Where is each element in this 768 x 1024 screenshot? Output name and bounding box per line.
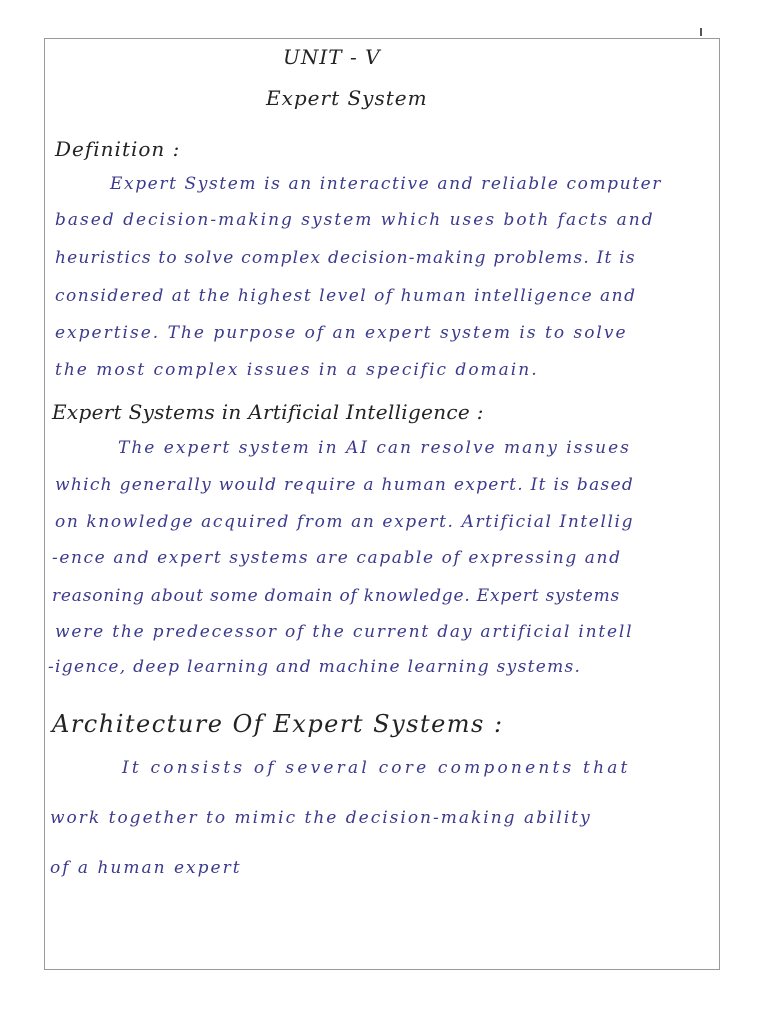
architecture-line-2: work together to mimic the decision-making ability xyxy=(50,808,592,828)
corner-mark xyxy=(700,28,702,36)
definition-line-1: Expert System is an interactive and reliable computer xyxy=(110,174,663,194)
ai-line-3: on knowledge acquired from an expert. Artificial Intellig xyxy=(55,512,635,532)
ai-line-7: -igence, deep learning and machine learning systems. xyxy=(48,657,582,677)
page-title: Expert System xyxy=(266,86,428,110)
definition-line-2: based decision-making system which uses both facts and xyxy=(55,210,655,230)
ai-section-heading: Expert Systems in Artificial Intelligence : xyxy=(52,400,484,424)
ai-line-4: -ence and expert systems are capable of expressing and xyxy=(52,548,622,568)
architecture-heading: Architecture Of Expert Systems : xyxy=(52,710,504,738)
unit-label: UNIT - V xyxy=(283,45,381,69)
architecture-line-1: It consists of several core components that xyxy=(122,758,631,778)
definition-line-3: heuristics to solve complex decision-making problems. It is xyxy=(55,248,636,268)
definition-line-6: the most complex issues in a specific domain. xyxy=(55,360,539,380)
ai-line-6: were the predecessor of the current day artificial intell xyxy=(55,622,634,642)
ai-line-1: The expert system in AI can resolve many issues xyxy=(118,438,631,458)
architecture-line-3: of a human expert xyxy=(50,858,242,878)
ai-line-5: reasoning about some domain of knowledge. Expert systems xyxy=(52,586,621,606)
definition-line-5: expertise. The purpose of an expert system is to solve xyxy=(55,323,628,343)
ai-line-2: which generally would require a human expert. It is based xyxy=(55,475,635,495)
definition-heading: Definition : xyxy=(55,137,181,161)
definition-line-4: considered at the highest level of human intelligence and xyxy=(55,286,637,306)
